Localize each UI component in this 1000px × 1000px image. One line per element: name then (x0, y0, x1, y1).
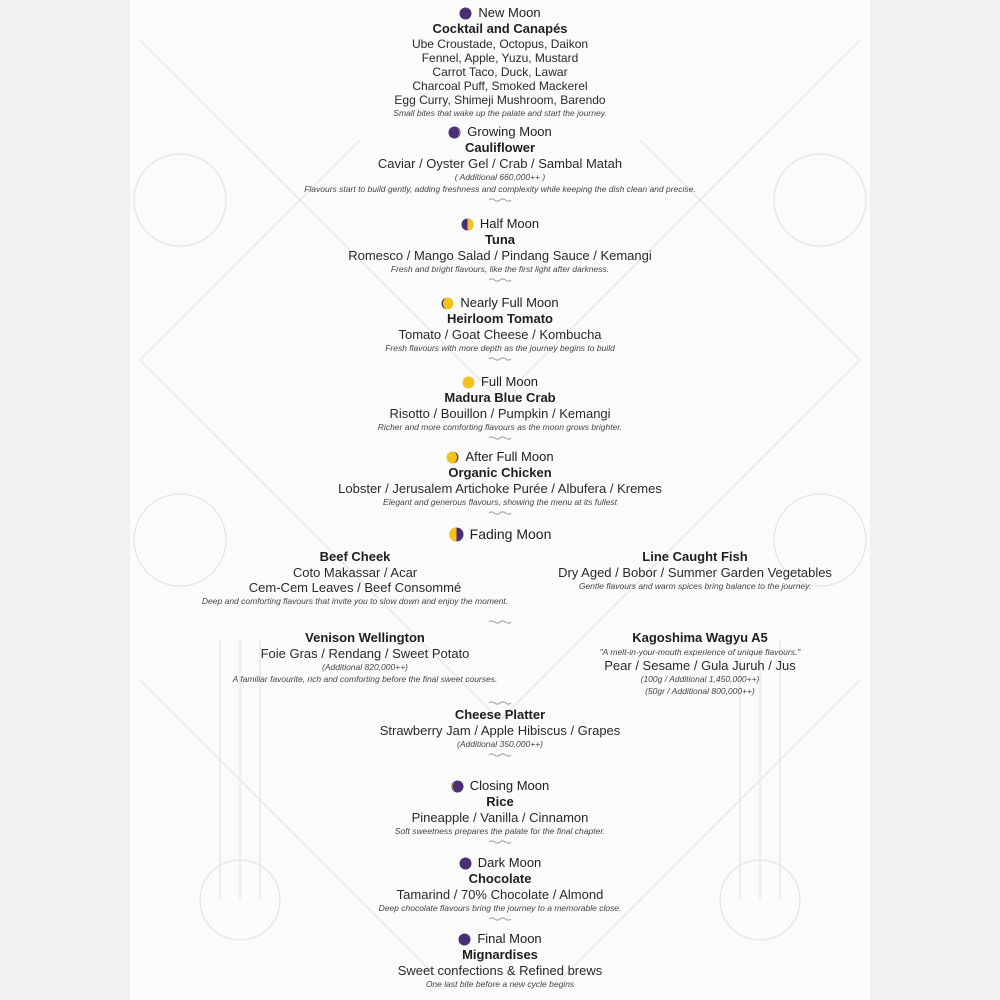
new-moon-icon (459, 7, 472, 20)
course-note: Gentle flavours and warm spices bring balance to the journey. (578, 581, 812, 591)
course-ingredients: Foie Gras / Rendang / Sweet Potato (260, 646, 470, 661)
course-fading-moon (0, 526, 1000, 542)
waning-crescent-moon-icon (451, 780, 464, 793)
course-ingredients: Romesco / Mango Salad / Pindang Sauce / Kemangi (348, 248, 652, 263)
moon-name: Fading Moon (469, 526, 552, 542)
course-title: Kagoshima Wagyu A5 (632, 630, 768, 645)
dish-kagoshima-wagyu (540, 630, 860, 697)
ornament-divider-icon (487, 618, 513, 626)
last-quarter-moon-icon (449, 527, 464, 542)
course-note: Fresh flavours with more depth as the journey begins to build (385, 343, 615, 353)
moon-name: Full Moon (480, 374, 539, 389)
course-dark-moon (0, 855, 1000, 923)
moon-header (0, 778, 1000, 794)
ornament-divider-icon (487, 434, 513, 442)
moon-name: New Moon (478, 5, 541, 20)
moon-name: Nearly Full Moon (460, 295, 559, 310)
course-price: (50gr / Additional 800,000++) (645, 686, 755, 696)
moon-name: Half Moon (479, 216, 540, 231)
course-note: Fresh and bright flavours, like the first light after darkness. (390, 264, 610, 274)
course-half-moon (0, 216, 1000, 284)
course-full-moon (0, 374, 1000, 442)
course-title: Rice (486, 794, 514, 809)
course-ingredients: Coto Makassar / Acar (292, 565, 418, 580)
course-after-full-moon (0, 449, 1000, 517)
course-ingredients: Risotto / Bouillon / Pumpkin / Kemangi (389, 406, 611, 421)
course-title: Organic Chicken (448, 465, 552, 480)
course-note: Richer and more comforting flavours as the moon grows brighter. (377, 422, 623, 432)
moon-header (0, 374, 1000, 390)
moon-name: Final Moon (477, 931, 542, 946)
course-note: Soft sweetness prepares the palate for the final chapter. (394, 826, 606, 836)
moon-header (0, 216, 1000, 232)
course-title: Chocolate (468, 871, 532, 886)
course-price: (100g / Additional 1,450,000++) (640, 674, 760, 684)
course-price: (Additional 820,000++) (321, 662, 408, 672)
course-ingredients: Caviar / Oyster Gel / Crab / Sambal Matah (377, 156, 623, 171)
waxing-crescent-moon-icon (448, 126, 461, 139)
course-title: Tuna (484, 232, 516, 247)
course-new-moon (0, 5, 1000, 119)
course-price: ( Additional 660,000++ ) (454, 172, 546, 182)
final-moon-icon (458, 933, 471, 946)
moon-name: Closing Moon (469, 778, 550, 793)
course-closing-moon (0, 778, 1000, 846)
course-ingredients: Tamarind / 70% Chocolate / Almond (396, 887, 604, 902)
course-title: Beef Cheek (319, 549, 391, 564)
canape-line: Charcoal Puff, Smoked Mackerel (412, 79, 588, 93)
course-title: Cauliflower (464, 140, 536, 155)
half-moon-icon (461, 218, 474, 231)
canape-line: Carrot Taco, Duck, Lawar (432, 65, 568, 79)
course-note: One last bite before a new cycle begins (425, 979, 575, 989)
course-ingredients: Strawberry Jam / Apple Hibiscus / Grapes (379, 723, 621, 738)
dark-moon-icon (459, 857, 472, 870)
moon-header (0, 124, 1000, 140)
ornament-divider-icon (487, 838, 513, 846)
moon-header (0, 295, 1000, 311)
course-note: A familiar favourite, rich and comforting before the final sweet courses. (232, 674, 498, 684)
canape-line: Fennel, Apple, Yuzu, Mustard (421, 51, 579, 65)
dish-line-caught-fish (520, 549, 870, 592)
course-ingredients: Lobster / Jerusalem Artichoke Purée / Albufera / Kremes (338, 481, 662, 496)
course-title: Heirloom Tomato (447, 311, 553, 326)
moon-header (0, 5, 1000, 21)
course-title: Venison Wellington (305, 630, 425, 645)
course-title: Line Caught Fish (642, 549, 748, 564)
moon-header (0, 526, 1000, 542)
course-ingredients: Sweet confections & Refined brews (397, 963, 603, 978)
course-final-moon (0, 931, 1000, 990)
moon-header (0, 855, 1000, 871)
dish-quote: "A melt-in-your-mouth experience of unique flavours." (599, 647, 801, 657)
ornament-divider-icon (487, 915, 513, 923)
course-nearly-full-moon (0, 295, 1000, 363)
canape-line: Egg Curry, Shimeji Mushroom, Barendo (394, 93, 606, 107)
moon-name: Growing Moon (467, 124, 552, 139)
waxing-gibbous-moon-icon (441, 297, 454, 310)
course-note: Deep chocolate flavours bring the journey to a memorable close. (378, 903, 622, 913)
ornament-divider-icon (487, 355, 513, 363)
course-title: Madura Blue Crab (444, 390, 556, 405)
ornament-divider-icon (487, 751, 513, 759)
dish-cheese-platter (0, 698, 1000, 759)
moon-header (0, 931, 1000, 947)
full-moon-icon (462, 376, 475, 389)
moon-name: Dark Moon (477, 855, 542, 870)
course-ingredients: Dry Aged / Bobor / Summer Garden Vegetables (558, 565, 832, 580)
moon-name: After Full Moon (465, 449, 554, 464)
course-ingredients: Pear / Sesame / Gula Juruh / Jus (604, 658, 796, 673)
ornament-divider-icon (487, 509, 513, 517)
ornament-divider-icon (487, 699, 513, 707)
course-title: Cheese Platter (454, 707, 546, 722)
course-price: (Additional 350,000++) (456, 739, 543, 749)
course-note: Flavours start to build gently, adding freshness and complexity while keeping the dish clean and precise. (304, 184, 696, 194)
course-growing-moon (0, 124, 1000, 204)
dish-beef-cheek (130, 549, 580, 607)
moon-header (0, 449, 1000, 465)
course-title: Mignardises (462, 947, 538, 962)
waning-gibbous-moon-icon (446, 451, 459, 464)
course-note: Deep and comforting flavours that invite you to slow down and enjoy the moment. (201, 596, 509, 606)
dish-venison-wellington (150, 630, 580, 685)
ornament-divider-icon (487, 276, 513, 284)
canape-line: Ube Croustade, Octopus, Daikon (411, 37, 589, 51)
course-ingredients: Tomato / Goat Cheese / Kombucha (398, 327, 602, 342)
course-ingredients: Pineapple / Vanilla / Cinnamon (411, 810, 589, 825)
ornament-divider-icon (487, 196, 513, 204)
course-title: Cocktail and Canapés (432, 21, 568, 36)
course-note: Elegant and generous flavours, showing the menu at its fullest (383, 497, 617, 507)
course-note: Small bites that wake up the palate and start the journey. (393, 108, 607, 118)
course-ingredients: Cem-Cem Leaves / Beef Consommé (248, 580, 462, 595)
